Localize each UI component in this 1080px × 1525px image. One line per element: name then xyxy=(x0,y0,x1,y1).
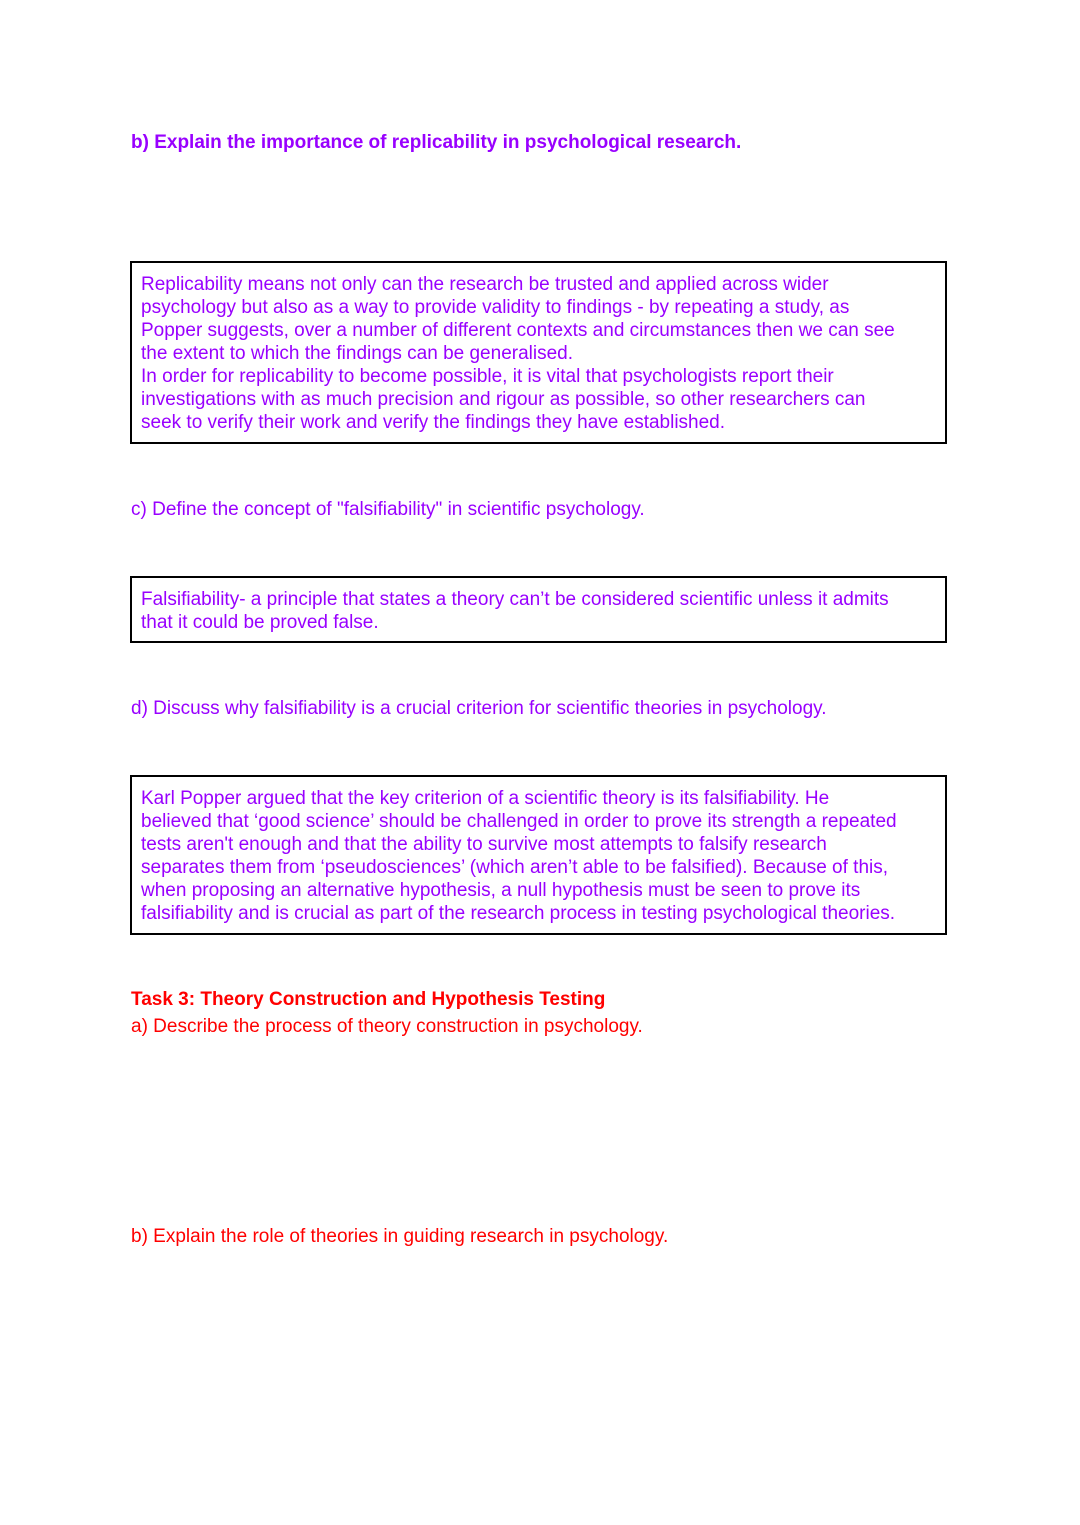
answer-falsifiability-definition: Falsifiability- a principle that states a theory can’t be considered scientific unless it admits that it could be proved false. xyxy=(141,589,889,633)
answer-replicability-paragraph-2: In order for replicability to become possible, it is vital that psychologists report their investigations with as much precision and rigour as possible, so other researchers can seek to verify their work and verify the findings they have established. xyxy=(141,366,866,433)
answer-box-falsifiability-definition xyxy=(130,576,947,643)
task3-heading: Task 3: Theory Construction and Hypothesis Testing xyxy=(131,989,606,1010)
answer-falsifiability-discussion: Karl Popper argued that the key criterion of a scientific theory is its falsifiability. He believed that ‘good science’ should be challenged in order to prove its strength a repeated tests aren't enough and that the ability to survive most attempts to falsify research separates them from ‘pseudosciences’ (which aren’t able to be falsified). Because of this, when proposing an alternative hypothesis, a null hypothesis must be seen to prove its falsifiability and is crucial as part of the research process in testing psychological theories. xyxy=(141,788,897,924)
question-d-discuss-falsifiability: d) Discuss why falsifiability is a crucial criterion for scientific theories in psychology. xyxy=(131,698,827,719)
task3-question-a: a) Describe the process of theory construction in psychology. xyxy=(131,1016,643,1037)
answer-box-falsifiability-discussion xyxy=(130,775,947,935)
question-b-replicability: b) Explain the importance of replicability in psychological research. xyxy=(131,132,742,153)
answer-replicability-paragraph-1: Replicability means not only can the research be trusted and applied across wider psychology but also as a way to provide validity to findings - by repeating a study, as Popper suggests, over a number of different contexts and circumstances then we can see the extent to which the findings can be generalised. xyxy=(141,274,895,364)
question-c-define-falsifiability: c) Define the concept of "falsifiability" in scientific psychology. xyxy=(131,499,645,520)
task3-question-b: b) Explain the role of theories in guiding research in psychology. xyxy=(131,1226,669,1247)
answer-box-replicability xyxy=(130,261,947,444)
